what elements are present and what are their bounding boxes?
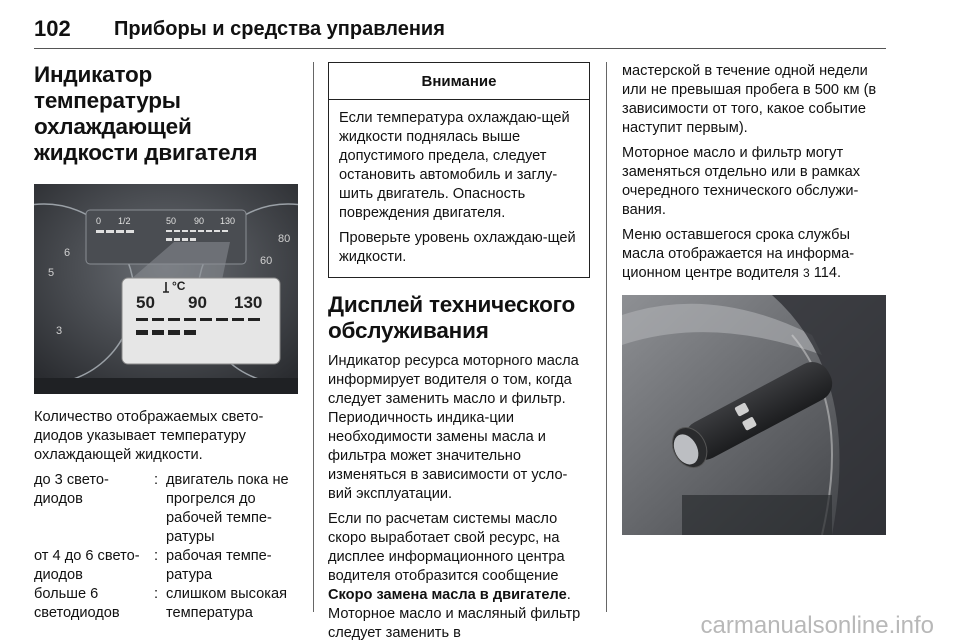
page-header — [34, 14, 886, 50]
warning-title: Внимание — [329, 63, 589, 100]
warning-text: Проверьте уровень охлаждаю-щей жидкости. — [339, 230, 576, 265]
definition-term: от 4 до 6 свето-диодов — [34, 548, 140, 583]
definition-term: до 3 свето-диодов — [34, 472, 109, 507]
svg-text:60: 60 — [260, 255, 273, 267]
definition-term: больше 6 светодиодов — [34, 586, 120, 621]
svg-text:80: 80 — [278, 233, 291, 245]
definition-description: слишком высокая температура — [166, 586, 287, 621]
instrument-cluster-illustration — [34, 184, 298, 394]
service-text: . Моторное масло и масляный фильтр следует заменить в — [328, 587, 581, 641]
column-divider-2 — [606, 62, 607, 612]
temp-130-label: 130 — [220, 216, 236, 226]
definition-description: двигатель пока не прогрелся до рабочей темпе-ратуры — [166, 472, 289, 545]
watermark-text: carmanualsonline.info — [700, 612, 934, 639]
warning-text: Если температура охлаждаю-щей жидкости поднялась выше допустимого предела, следует остановить автомобиль и заглу-шить двигатель. Опасность повреждения двигателя. — [339, 110, 570, 221]
right-column — [622, 62, 888, 535]
service-paragraph: Моторное масло и фильтр могут заменяться отдельно или в рамках очередного технического обслужи-вания. — [622, 145, 861, 218]
definition-row — [34, 547, 298, 585]
coolant-gauge-figure — [34, 184, 298, 394]
running-title: Приборы и средства управления — [114, 18, 445, 40]
warning-body — [329, 100, 589, 277]
svg-text:3: 3 — [56, 325, 63, 337]
definition-colon: : — [154, 472, 159, 488]
section-heading-service: Дисплей технического обслуживания — [328, 292, 576, 343]
definition-description: рабочая темпе-ратура — [166, 548, 272, 583]
left-column — [34, 62, 298, 623]
svg-text:5: 5 — [48, 267, 55, 279]
definition-colon: : — [154, 548, 159, 564]
stalk-control-figure — [622, 295, 886, 535]
zoom-temp-50: 50 — [136, 293, 155, 312]
service-text: Если по расчетам системы масло скоро выработает свой ресурс, на дисплее информационного центра водителя отобразится сообщение — [328, 511, 565, 584]
header-rule — [34, 48, 886, 49]
service-paragraph: мастерской в течение одной недели или не превышая пробега в 500 км (в зависимости от того, какое событие наступит первым). — [622, 63, 877, 136]
fuel-half-label: 1/2 — [118, 216, 131, 226]
service-paragraph: Индикатор ресурса моторного масла информирует водителя о том, когда следует заменить масло и фильтр. Периодичность индика-ции необходимости замены масла и фильтра может значительно изменяться в зависимости от усло-вий эксплуатации. — [328, 353, 579, 502]
page-reference-icon: 3 — [802, 266, 810, 280]
steering-stalk-illustration — [622, 295, 886, 535]
svg-text:6: 6 — [64, 247, 71, 259]
column-divider-1 — [313, 62, 314, 612]
temp-90-label: 90 — [194, 216, 205, 226]
temp-50-label: 50 — [166, 216, 177, 226]
zoom-temp-130: 130 — [234, 293, 263, 312]
service-paragraph — [622, 226, 888, 283]
fuel-zero-label: 0 — [96, 216, 102, 226]
section-heading-coolant: Индикатор температуры охлаждающей жидкости двигателя — [34, 62, 258, 165]
service-text: Меню оставшегося срока службы масла отображается на информа-ционном центре водителя — [622, 227, 855, 281]
definition-row — [34, 471, 298, 547]
page-number: 102 — [34, 16, 71, 41]
page-reference: 114. — [809, 265, 842, 281]
led-definition-list — [34, 471, 298, 623]
middle-column — [328, 62, 590, 642]
warning-box — [328, 62, 590, 278]
definition-colon: : — [154, 586, 159, 602]
temperature-unit: °C — [172, 279, 186, 293]
service-message: Скоро замена масла в двигателе — [328, 587, 567, 603]
coolant-intro-text: Количество отображаемых свето-диодов указывает температуру охлаждающей жидкости. — [34, 409, 264, 463]
zoom-temp-90: 90 — [188, 293, 207, 312]
